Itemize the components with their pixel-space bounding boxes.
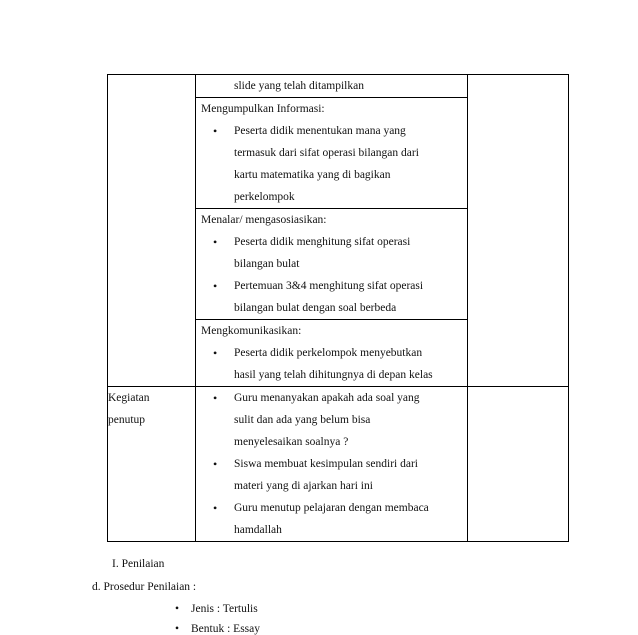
bullet-line: bilangan bulat dengan soal berbeda: [234, 302, 397, 314]
bullet-line: Guru menutup pelajaran dengan membaca: [234, 502, 429, 514]
bullet-line: sulit dan ada yang belum bisa: [234, 414, 371, 426]
bullet-line: Pertemuan 3&4 menghitung sifat operasi: [234, 280, 424, 292]
bullet-line: Peserta didik menentukan mana yang: [234, 125, 406, 137]
list-item: [196, 497, 467, 541]
bullet-line: perkelompok: [234, 191, 295, 203]
lesson-plan-table: [107, 74, 569, 542]
bullet-line: hasil yang telah dihitungnya di depan kelas: [234, 369, 433, 381]
bullet-icon: •: [175, 603, 180, 615]
heading-prosedur-penilaian: d. Prosedur Penilaian :: [92, 581, 197, 593]
list-item: [196, 342, 467, 386]
bullet-icon: •: [213, 124, 218, 138]
section-heading-mengkomunikasikan: Mengkomunikasikan:: [201, 325, 302, 337]
jenis-text: Jenis : Tertulis: [191, 603, 258, 615]
list-item: [196, 453, 467, 497]
bullet-icon: •: [213, 346, 218, 360]
bullet-line: kartu matematika yang di bagikan: [234, 169, 391, 181]
list-item-jenis: [175, 603, 258, 615]
bullet-icon: •: [213, 501, 218, 515]
list-item-partial: [175, 623, 260, 635]
continued-line: slide yang telah ditampilkan: [234, 80, 364, 92]
bullet-icon: •: [213, 457, 218, 471]
bullet-line: Guru menanyakan apakah ada soal yang: [234, 392, 420, 404]
bullet-icon: •: [213, 391, 218, 405]
bullet-icon: •: [213, 279, 218, 293]
phase-label: Kegiatan: [108, 392, 150, 404]
bullet-line: menyelesaikan soalnya ?: [234, 436, 349, 448]
section-heading-mengumpulkan: Mengumpulkan Informasi:: [201, 103, 325, 115]
activity-cell-menalar: [196, 209, 468, 320]
time-cell-inti: [468, 75, 569, 387]
bullet-icon: •: [213, 235, 218, 249]
bullet-line: Peserta didik menghitung sifat operasi: [234, 236, 411, 248]
activity-cell-continued: [196, 75, 468, 98]
list-item: [196, 387, 467, 453]
bullet-line: bilangan bulat: [234, 258, 300, 270]
time-cell-penutup: [468, 387, 569, 542]
phase-cell-penutup: [108, 387, 196, 542]
partial-text: Bentuk : Essay: [191, 623, 260, 635]
bullet-line: Siswa membuat kesimpulan sendiri dari: [234, 458, 418, 470]
bullet-line: termasuk dari sifat operasi bilangan dari: [234, 147, 419, 159]
phase-label: penutup: [108, 414, 146, 426]
activity-cell-mengumpulkan: [196, 98, 468, 209]
activity-cell-penutup: [196, 387, 468, 542]
activity-cell-mengkomunikasikan: [196, 320, 468, 387]
bullet-line: materi yang di ajarkan hari ini: [234, 480, 373, 492]
list-item: [196, 231, 467, 275]
bullet-line: hamdallah: [234, 524, 282, 536]
table-row-penutup: [108, 387, 569, 542]
list-item: [196, 120, 467, 208]
heading-penilaian: I. Penilaian: [112, 558, 165, 570]
list-item: [196, 275, 467, 319]
phase-cell-empty: [108, 75, 196, 387]
bullet-icon: •: [175, 623, 180, 635]
table-row-inti: [108, 75, 569, 98]
bullet-line: Peserta didik perkelompok menyebutkan: [234, 347, 423, 359]
section-heading-menalar: Menalar/ mengasosiasikan:: [201, 214, 327, 226]
